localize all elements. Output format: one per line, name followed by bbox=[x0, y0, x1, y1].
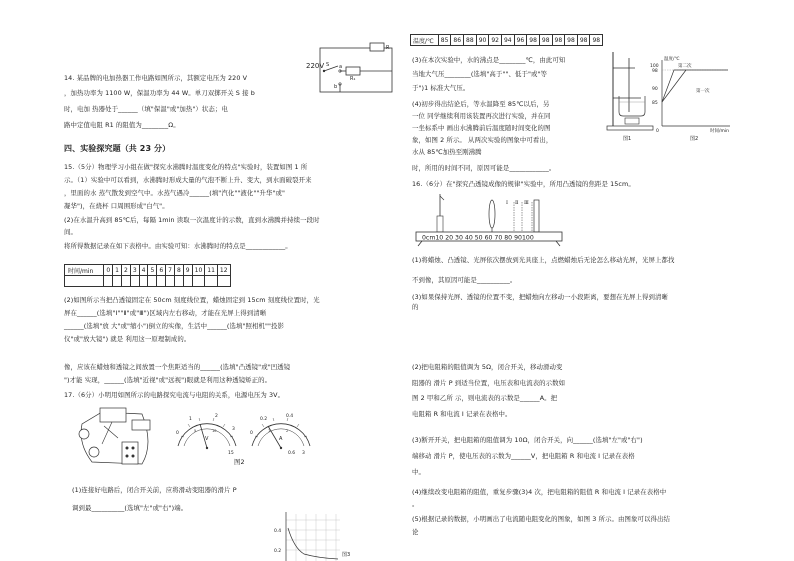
graph-y-90: 90 bbox=[652, 87, 658, 92]
q17-cont-line4: 电阻箱 R 和电流 I 记录在表格中。 bbox=[412, 410, 512, 418]
time-table bbox=[64, 264, 231, 287]
region-1-label: Ⅰ bbox=[506, 200, 508, 206]
section4-title: 四、实验探究题（共 23 分） bbox=[64, 144, 171, 153]
q15-line2: 示。（1）实验中可以看到，水沸腾时形成大量的气泡不断上升、变大，到水面破裂开来 bbox=[64, 176, 312, 184]
am-unit: A bbox=[279, 436, 283, 442]
time-cell: 12 bbox=[217, 265, 230, 276]
q16-line4: (3)如果保持光屏、透镜的位置不变，把蜡烛向左移动一小段距离，要想在光屏上得到清晰 bbox=[412, 293, 668, 301]
q16-cont-line5: 像，应该在蜡烛和透镜之间放置一个焦距适当的______(选填"凸透镜"或"凹透镜 bbox=[64, 363, 291, 371]
am-label-06: 0.6 bbox=[288, 451, 296, 456]
q14-line1: 14. 某品牌的电加热器工作电路如图所示，其额定电压为 220 V bbox=[64, 74, 248, 82]
time-cell: 3 bbox=[130, 265, 139, 276]
q15-cont-line8: 水从 85℃加热至刚沸腾 bbox=[412, 148, 482, 156]
time-table-row bbox=[65, 265, 231, 276]
temp-cell: 98 bbox=[527, 35, 540, 46]
boiling-apparatus-figure bbox=[605, 48, 655, 143]
fig1-label: 图1 bbox=[623, 136, 632, 142]
voltmeter-dial bbox=[172, 410, 242, 454]
q15-cont-line5: 一位 同学继续利用该装置再次进行实验，并在同 bbox=[412, 112, 551, 120]
temp-cell: 88 bbox=[464, 35, 477, 46]
q16-cont-line4: 仪"或"放大镜") 就是 利用这一原理制成的。 bbox=[64, 335, 191, 343]
graph-fig3-label: 图3 bbox=[342, 552, 351, 558]
am-label-1: 1 bbox=[268, 429, 271, 433]
temp-cell: 90 bbox=[476, 35, 489, 46]
vm-label-2: 2 bbox=[215, 414, 218, 419]
q17-line2: (1)连接好电路后，闭合开关前，应将滑动变阻器的滑片 P bbox=[72, 486, 237, 494]
graph-y-02: 0.2 bbox=[274, 549, 282, 554]
time-cell: 5 bbox=[148, 265, 157, 276]
time-table-empty-row bbox=[65, 276, 231, 287]
vm-label-5: 5 bbox=[194, 429, 197, 433]
am-label-02: 0.2 bbox=[260, 417, 268, 422]
q14-line2: ，加热功率为 1100 W，保温功率为 44 W。单刀双掷开关 S 接 b bbox=[64, 89, 255, 97]
time-cell: 9 bbox=[183, 265, 192, 276]
circuit-label-a: a bbox=[339, 64, 343, 70]
q15-line1: 15.（5分）物理学习小组在做"探究水沸腾时温度变化的特点"实验时，装置如图 1 所 bbox=[64, 163, 308, 171]
ammeter-dial bbox=[246, 410, 316, 454]
q17-cont-line11: 论 bbox=[412, 528, 419, 536]
q17-cont-line1: (2)把电阻箱的阻值调为 5Ω，闭合开关，移动滑动变 bbox=[412, 363, 563, 371]
q16-cont-line1: (2)如图所示当把凸透镜固定在 50cm 刻度线位置，蜡烛固定到 15cm 刻度线位置时，光 bbox=[64, 296, 320, 304]
q17-cont-line10: (5)根据记录的数据，小明画出了电流随电阻变化的图象，如图 3 所示。由图象可以得出结 bbox=[412, 515, 670, 523]
graph-origin: 0 bbox=[656, 129, 659, 134]
circuit-voltage-label: 220V bbox=[306, 62, 325, 70]
vm-unit: V bbox=[205, 436, 209, 442]
vm-label-3: 3 bbox=[232, 427, 235, 432]
time-table-header: 时间/min bbox=[65, 265, 104, 276]
time-cell: 1 bbox=[113, 265, 122, 276]
temperature-time-graph bbox=[650, 56, 738, 142]
graph-ylabel: 温度/℃ bbox=[664, 57, 680, 62]
q16-cont-line3: ______(选填"放 大"或"缩小")倒立的实像，生活中______(选填"照相机""投影 bbox=[64, 322, 285, 330]
time-cell: 0 bbox=[104, 265, 113, 276]
q14-line4: 路中定值电阻 R1 的阻值为________Ω。 bbox=[64, 121, 180, 129]
am-label-04: 0.4 bbox=[286, 414, 294, 419]
q17-cont-line7: 中。 bbox=[412, 468, 425, 476]
temperature-table bbox=[410, 34, 603, 46]
q17-line3: 调到最__________(选填"左"或"右")端。 bbox=[72, 504, 188, 512]
optical-bench-figure bbox=[414, 192, 564, 246]
time-cell: 7 bbox=[166, 265, 175, 276]
q17-fig2-label: 图2 bbox=[234, 458, 245, 466]
time-cell: 6 bbox=[157, 265, 166, 276]
q15-line5: (2)在水温升高到 85℃后，每隔 1min 读取一次温度计的示数，直到水沸腾并持续一段时 bbox=[64, 216, 320, 224]
am-label-0: 0 bbox=[250, 431, 253, 436]
vm-label-10: 10 bbox=[212, 429, 217, 433]
temp-cell: 94 bbox=[501, 35, 514, 46]
region-2-label: Ⅱ bbox=[515, 200, 519, 206]
q16-cont-line6: ")才能 实现，______(选填"近视"或"远视")眼就是利用这种透镜矫正的。 bbox=[64, 376, 272, 384]
temperature-table-row bbox=[411, 35, 603, 46]
circuit-label-b: b bbox=[334, 84, 338, 90]
q14-line3: 时，电加 热器处于______（填"保温"或"加热"）状态；电 bbox=[64, 105, 228, 113]
temp-cell: 86 bbox=[451, 35, 464, 46]
vm-label-15: 15 bbox=[228, 451, 234, 456]
q15-cont-line9: 时，所用的时间不同，原因可能是____________。 bbox=[412, 164, 556, 172]
q16-line3: 不到像，其原因可能是__________。 bbox=[412, 276, 517, 284]
time-cell: 10 bbox=[192, 265, 205, 276]
time-cell: 4 bbox=[139, 265, 148, 276]
q15-cont-line3: 于")1 标准大气压。 bbox=[412, 84, 470, 92]
q17-cont-line8: (4)继续改变电阻箱的阻值，重复步骤(3)4 次，把电阻箱的阻值 R 和电流 I 记录在表格中 bbox=[412, 488, 667, 496]
q15-line6: 间。 bbox=[64, 228, 77, 236]
am-label-3: 3 bbox=[302, 451, 305, 456]
time-cell: 11 bbox=[205, 265, 218, 276]
graph-xlabel: 时间/min bbox=[710, 129, 730, 134]
q17-cont-line3: 图 2 甲和乙所 示，则电流表的示数是______A。把 bbox=[412, 394, 558, 402]
fig2-label: 图2 bbox=[690, 136, 699, 142]
time-cell: 8 bbox=[174, 265, 183, 276]
q15-cont-line2: 当地大气压________(选填"高于""、低于"或"等 bbox=[412, 70, 548, 78]
bench-scale: 0cm10 20 30 40 50 60 70 80 90100 bbox=[422, 234, 534, 242]
graph-y-100: 100 bbox=[650, 64, 659, 69]
q17-cont-line2: 阻器的 滑片 P 到适当位置，电压表和电流表的示数如 bbox=[412, 379, 566, 387]
vm-label-0: 0 bbox=[176, 431, 179, 436]
circuit-label-r: R bbox=[386, 45, 390, 51]
vm-label-1: 1 bbox=[189, 417, 192, 422]
temp-cell: 98 bbox=[565, 35, 578, 46]
q15-cont-line4: (4)初步得出结论后，等水温降至 85℃以后，另 bbox=[412, 100, 550, 108]
q16-line5: 的 bbox=[412, 303, 419, 311]
q17-line1: 17.（6分）小明用如图所示的电路探究电流与电阻的关系，电源电压为 3V。 bbox=[64, 391, 285, 399]
temp-cell: 98 bbox=[590, 35, 603, 46]
q16-line1: 16.（6分）在"探究凸透镜成像的规律"实验中，所用凸透镜的焦距是 15cm。 bbox=[412, 180, 635, 188]
q15-line7: 将所得数据记录在如下表格中。由实验可知：水沸腾时的特点是____________。 bbox=[64, 242, 292, 250]
circuit-label-s: S bbox=[326, 62, 330, 68]
q17-circuit-figure bbox=[72, 404, 160, 472]
temp-cell: 98 bbox=[577, 35, 590, 46]
series-second-label: 第二次 bbox=[678, 64, 692, 69]
temp-cell: 98 bbox=[552, 35, 565, 46]
q15-line4: 凝华")，在烧杯 口周围形成"白气"。 bbox=[64, 202, 169, 210]
heater-circuit-diagram bbox=[306, 40, 400, 102]
region-3-label: Ⅲ bbox=[524, 200, 529, 206]
temp-cell: 85 bbox=[438, 35, 451, 46]
series-first-label: 第一次 bbox=[696, 89, 710, 94]
am-label-2: 2 bbox=[286, 429, 289, 433]
q16-line2: (1)将蜡烛、凸透镜、光屏依次摆放到光具座上，点燃蜡烛后无论怎么移动光屏，光屏上都找 bbox=[412, 256, 675, 264]
circuit-label-r1: R₁ bbox=[350, 76, 356, 82]
temp-cell: 96 bbox=[514, 35, 527, 46]
q15-cont-line7: 象，如图 2 所示。 从两次实验的图象中可看出， bbox=[412, 136, 553, 144]
q15-cont-line6: 一坐标系中 画出水沸腾前后温度随时间变化的图 bbox=[412, 124, 551, 132]
q16-cont-line2: 屏在______(选填"Ⅰ""Ⅱ"或"Ⅲ")区域内左右移动，才能在光屏上得到清晰 bbox=[64, 309, 267, 317]
temp-cell: 92 bbox=[489, 35, 502, 46]
time-cell: 2 bbox=[122, 265, 131, 276]
temp-cell: 98 bbox=[539, 35, 552, 46]
q17-cont-line5: (3)断开开关，把电阻箱的阻值调为 10Ω，闭合开关，向______(选填"左"或"右") bbox=[412, 436, 643, 444]
graph-y-85: 85 bbox=[652, 101, 658, 106]
graph-y-98: 98 bbox=[652, 69, 658, 74]
graph-y-04: 0.4 bbox=[274, 529, 282, 534]
temperature-table-header: 温度/℃ bbox=[411, 35, 439, 46]
q15-line3: ，里面的水 蒸气散发到空气中。水蒸气遇冷______(填"汽化""液化""升华"或" bbox=[64, 189, 286, 197]
q15-cont-line1: (3)在本次实验中，水的沸点是________℃，由此可知 bbox=[412, 56, 566, 64]
q17-cont-line9: 。 bbox=[412, 500, 419, 508]
q17-cont-line6: 端移动 滑片 P，使电压表的示数为______V，把电阻箱 R 和电流 I 记录在表格 bbox=[412, 452, 635, 460]
current-resistance-graph bbox=[272, 512, 352, 561]
